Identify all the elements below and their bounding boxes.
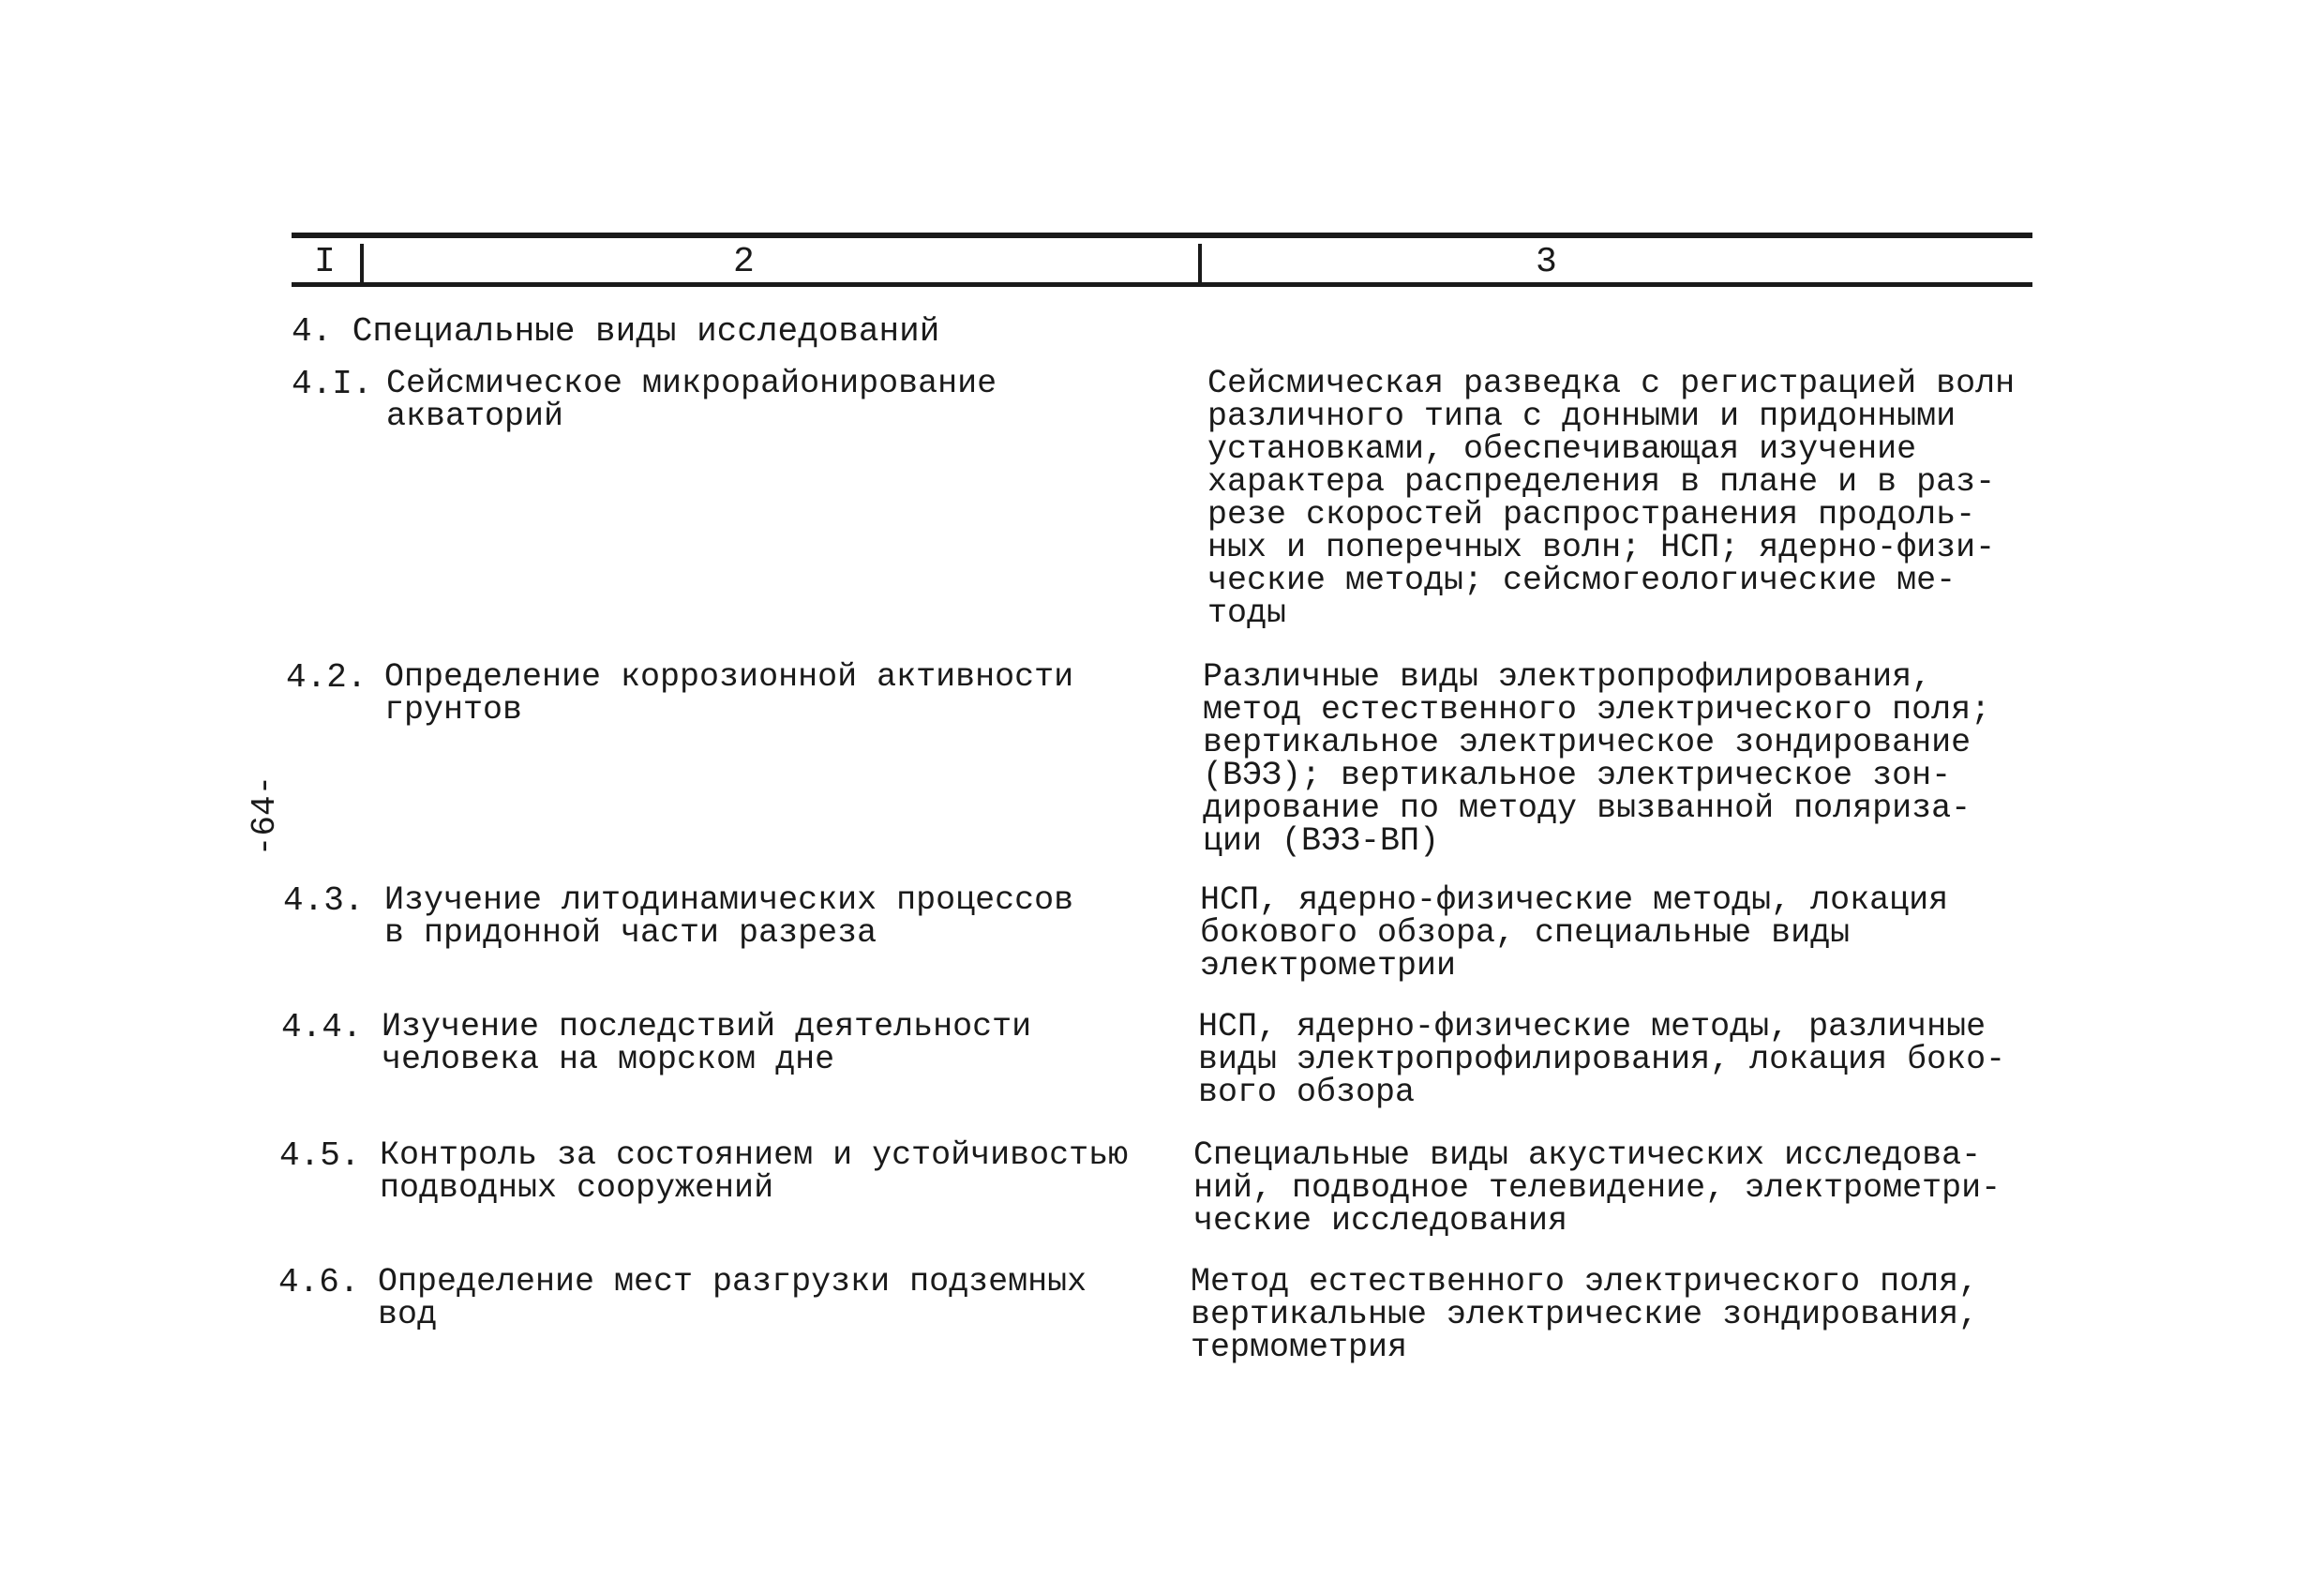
column-separator-2 <box>1198 244 1202 283</box>
column-number-3: 3 <box>1536 242 1557 282</box>
table-header-bottom-rule <box>292 282 2032 287</box>
row-number: 4.6. <box>278 1263 360 1301</box>
column-number-1: I <box>314 242 336 282</box>
row-title: Определение коррозионной активности грунтов <box>384 658 1074 729</box>
row-methods: Сейсмическая разведка с регистрацией волн различного типа с донными и придонными установками, обеспечивающая изучение характера распределения в плане и в раз- резе скоростей распространения продоль- ных и поперечных волн; НСП; ядерно-физи- ческие методы; сейсмогеологические ме- тоды <box>1207 365 2016 632</box>
row-title: Контроль за состоянием и устойчивостью подводных сооружений <box>380 1136 1129 1207</box>
row-methods: Метод естественного электрического поля, вертикальные электрические зондирования, термометрия <box>1191 1263 1979 1366</box>
row-title: Изучение последствий деятельности человека на морском дне <box>382 1008 1032 1078</box>
row-title: Сейсмическое микрорайонирование акваторий <box>386 365 997 435</box>
page-number: -64- <box>246 774 285 857</box>
row-methods: НСП, ядерно-физические методы, локация бокового обзора, специальные виды электрометрии <box>1200 881 1949 985</box>
row-methods: Специальные виды акустических исследова- ний, подводное телевидение, электрометри- ческие исследования <box>1193 1136 2002 1240</box>
row-number: 4.2. <box>286 658 367 697</box>
table-header-top-rule <box>292 233 2032 238</box>
row-title: Определение мест разгрузки подземных вод <box>378 1263 1087 1333</box>
column-number-2: 2 <box>733 242 755 282</box>
row-methods: Различные виды электропрофилирования, метод естественного электрического поля; вертикальное электрическое зондирование (ВЭЗ); вертикальное электрическое зон- дирование по методу вызванной поляриза- ции (ВЭЗ-ВП) <box>1203 658 1991 860</box>
row-number: 4.4. <box>281 1008 363 1046</box>
row-number: 4.3. <box>283 881 365 920</box>
row-methods: НСП, ядерно-физические методы, различные виды электропрофилирования, локация боко- вого обзора <box>1198 1008 2006 1111</box>
column-separator-1 <box>360 244 364 283</box>
section-heading: 4. Специальные виды исследований <box>292 312 940 351</box>
row-title: Изучение литодинамических процессов в придонной части разреза <box>384 881 1074 952</box>
row-number: 4.I. <box>292 365 373 403</box>
row-number: 4.5. <box>279 1136 361 1175</box>
